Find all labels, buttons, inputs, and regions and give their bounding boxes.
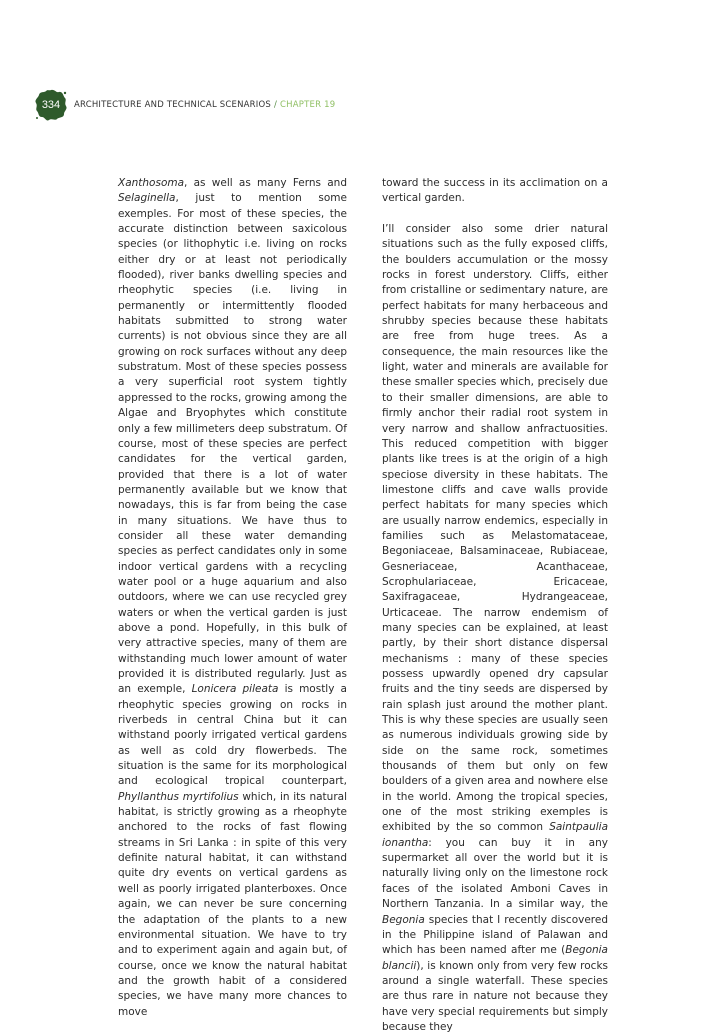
text-run: , as well as many Ferns and	[184, 177, 347, 189]
section-title: ARCHITECTURE AND TECHNICAL SCENARIOS	[74, 100, 271, 110]
text-run: , just to mention some exemples. For most of these species, the accurate distinction between saxicolous species (or lithophytic i.e. living on rocks either dry or at least not periodically flooded), river banks dwelling species and rheophytic species (i.e. living in permanently or intermittently flooded habitats submitted to strong water currents) is not obvious since they are all growing on rock surfaces without any deep substratum. Most of these species possess a very superficial root system tightly appressed to the rocks, growing among the Algae and Bryophytes which constitute only a few millimeters deep substratum. Of course, most of these species are perfect candidates for the vertical garden, provided that there is a lot of water permanently available but we know that nowadays, this is far from being the case in many situations. We have thus to consider all these water demanding species as perfect candidates only in some indoor vertical gardens with a recycling water pool or a huge aquarium and also outdoors, where we can use recycled grey waters or when the vertical garden is just above a pond. Hopefully, in this bulk of very attractive species, many of them are withstanding much lower amount of water provided it is distributed regularly. Just as an exemple,	[118, 192, 347, 696]
body-paragraph: toward the success in its acclimation on a vertical garden.	[382, 177, 608, 205]
body-paragraph	[118, 176, 347, 1020]
species-name: Begonia blancii	[382, 944, 608, 972]
text-run: I’ll consider also some drier natural situations such as the fully exposed cliffs, the boulders accumulation or the mossy rocks in forest understory. Cliffs, either from cristalline or sedimentary nature, are perfect habitats for many herbaceous and shrubby species because these habitats are free from huge trees. As a consequence, the main resources like the light, water and minerals are available for these smaller species which, precisely due to their smaller dimensions, are able to firmly anchor their radial root system in very narrow and shallow anfractuosities. This reduced competition with bigger plants like trees is at the origin of a high speciose diversity in these habitats. The limestone cliffs and cave walls provide perfect habitats for many species which are usually narrow endemics, especially in families such as Melastomataceae, Begoniaceae, Balsaminaceae, Rubiaceae, Gesneriaceae, Acanthaceae, Scrophulariaceae, Ericaceae, Saxifragaceae, Hydrangeaceae, Urticaceae. The narrow endemism of many species can be explained, at least partly, by their short distance dispersal mechanisms : many of these species possess upwardly opened dry capsular fruits and the tiny seeds are dispersed by rain splash just around the mother plant. This is why these species are usually seen as numerous individuals growing side by side on the same rock, sometimes thousands of them but only on few boulders of a given area and nowhere else in the world. Among the tropical species, one of the most striking exemples is exhibited by the so common	[382, 223, 608, 834]
text-run: is mostly a rheophytic species growing on rocks in riverbeds in central China but it can withstand poorly irrigated vertical gardens as well as cold dry flowerbeds. The situation is the same for its morphological and ecological tropical counterpart,	[118, 683, 347, 788]
body-paragraph	[382, 222, 608, 1035]
page-number-badge	[34, 88, 68, 122]
header-title	[74, 100, 335, 110]
species-name: Xanthosoma	[118, 177, 185, 189]
species-name: Phyllanthus myrtifolius	[118, 790, 239, 803]
species-name: Lonicera pileata	[191, 683, 279, 696]
left-text-column	[118, 176, 347, 1020]
text-run: : you can buy it in any supermarket all over the world but it is naturally living only on the limestone rock faces of the isolated Amboni Caves in Northern Tanzania. In a similar way, the	[382, 836, 608, 911]
chapter-label: CHAPTER 19	[280, 100, 336, 110]
species-name: Saintpaulia ionantha	[382, 821, 608, 849]
text-run: ), is known only from very few rocks around a single waterfall. These species are thus rare in nature not because they have very special requirements but simply because they	[382, 959, 608, 1033]
text-run: species that I recently discovered in the Philippine island of Palawan and which has been named after me (	[382, 913, 608, 957]
species-name: Selaginella	[118, 192, 176, 205]
right-text-column	[382, 176, 608, 1035]
header-separator: /	[273, 100, 278, 110]
text-run: which, in its natural habitat, is strictly growing as a rheophyte anchored to the rocks of fast flowing streams in Sri Lanka : in spite of this very definite natural habitat, it can withstand quite dry events on vertical gardens as well as poorly irrigated planterboxes. Once again, we can never be sure concerning the adaptation of the plants to a new environmental situation. We have to try and to experiment again and again but, of course, once we know the natural habitat and the growth habit of a considered species, we have many more chances to move	[118, 790, 347, 1018]
running-header	[34, 88, 335, 122]
species-name: Begonia	[382, 913, 425, 926]
page-number: 334	[41, 99, 61, 111]
